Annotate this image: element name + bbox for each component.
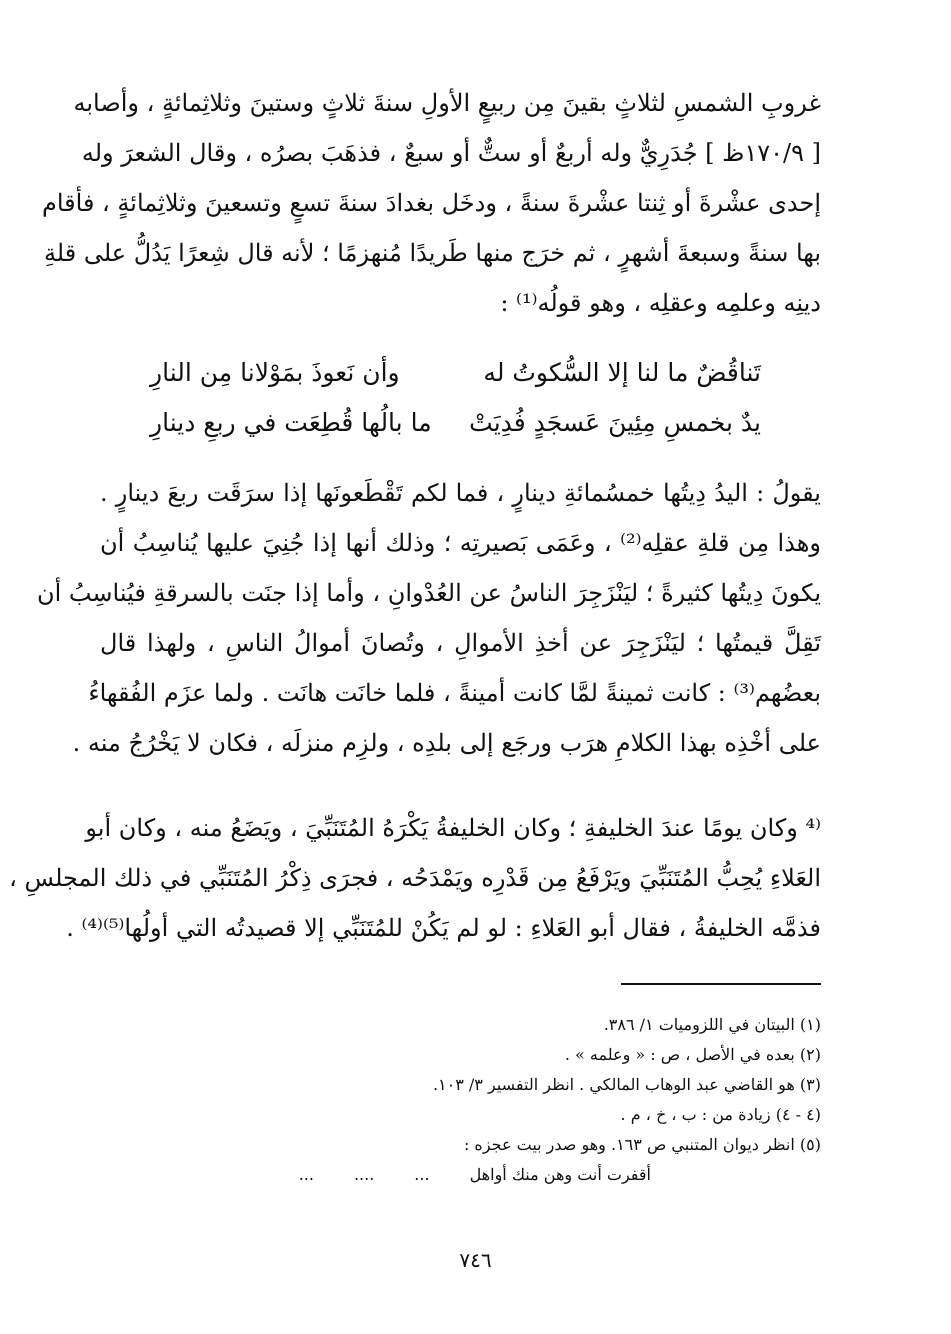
- text-line: يقولُ : اليدُ دِيتُها خمسُمائةِ دينارٍ ، فما لكم تَقْطَعونَها إذا سرَقَت ربعَ دينارٍ .: [100, 479, 821, 507]
- text-line: فذمَّه الخليفةُ ، فقال أبو العَلاءِ : لو لم يَكُنْ للمُتَنَبِّي إلا قصيدتُه التي أولُها⁽⁵⁾⁽⁴⁾ .: [66, 914, 821, 942]
- footnote: (٣) هو القاضي عبد الوهاب المالكي . انظر التفسير ٣/ ١٠٣.: [432, 1075, 821, 1094]
- text-line: وهذا مِن قلةِ عقلِه⁽²⁾ ، وعَمَى بَصيرتِه ؛ وذلك أنها إذا جُنِيَ عليها يُناسِبُ أن: [100, 529, 821, 557]
- verse: [150, 348, 761, 398]
- verse: [150, 398, 761, 448]
- text-line: [ ١٧٠/٩ظ ] جُدَرِيٌّ وله أربعٌ أو ستٌّ أو سبعٌ ، فذهَبَ بصرُه ، وقال الشعرَ وله: [81, 139, 821, 167]
- verse-second-hemistich: وأن نَعوذَ بمَوْلانا مِن النارِ: [150, 358, 400, 387]
- text-line: تَقِلَّ قيمتُها ؛ ليَنْزَجِرَ عن أخذِ الأموالِ ، وتُصانَ أموالُ الناسِ ، ولهذا قال: [100, 629, 821, 657]
- page-number: ٧٤٦: [459, 1248, 492, 1272]
- verse-second-hemistich: ما بالُها قُطِعَت في ربعِ دينارِ: [150, 408, 432, 437]
- footnote-separator: [621, 983, 821, 985]
- footnote: (٥) انظر ديوان المتنبي ص ١٦٣. وهو صدر بيت عجزه :: [463, 1135, 821, 1154]
- paragraph-2: [36, 468, 821, 768]
- footnote: (١) البيتان في اللزوميات ١/ ٣٨٦.: [603, 1015, 821, 1034]
- text-line: بعضُهم⁽³⁾ : كانت ثمينةً لمَّا كانت أمينةً ، فلما خانَت هانَت . ولما عزَم الفُقهاءُ: [88, 679, 821, 707]
- verse-first-hemistich: تَناقُضٌ ما لنا إلا السُّكوتُ له: [483, 358, 761, 387]
- verse-first-hemistich: يدٌ بخمسِ مِئِينَ عَسجَدٍ فُدِيَتْ: [469, 408, 761, 437]
- footnote-verse-hemistich: أقفرت أنت وهن منك أواهل: [469, 1165, 651, 1184]
- text-line: يكونَ دِيتُها كثيرةً ؛ ليَنْزَجِرَ الناسُ عن العُدْوانِ ، وأما إذا جنَت بالسرقةِ فيُناسِبُ أن: [36, 579, 821, 607]
- footnote: (٢) بعده في الأصل ، ص : « وعلمه » .: [564, 1045, 821, 1064]
- text-line: دينِه وعلمِه وعقلِه ، وهو قولُه⁽¹⁾ :: [500, 289, 821, 317]
- text-line: العَلاءِ يُحِبُّ المُتَنَبِّيَ ويَرْفَعُ مِن قَدْرِه ويَمْدَحُه ، فجرَى ذِكْرُ المُتَنَبِّي في ذلك المجلسِ ،: [9, 864, 821, 892]
- text-line: غروبِ الشمسِ لثلاثٍ بقينَ مِن ربيعٍ الأولِ سنةَ ثلاثٍ وستينَ وثلاثِمائةٍ ، وأصابه: [73, 89, 821, 117]
- paragraph-3: [9, 803, 821, 953]
- text-line: بها سنةً وسبعةَ أشهرٍ ، ثم خرَج منها طَريدًا مُنهزمًا ؛ لأنه قال شِعرًا يَدُلُّ على قلةِ: [43, 239, 821, 267]
- paragraph-1: [41, 78, 821, 328]
- text-line: إحدى عشْرةَ أو ثِنتا عشْرةَ سنةً ، ودخَل بغدادَ سنةَ تسعٍ وتسعينَ وثلاثِمائةٍ ، فأقام: [41, 189, 821, 217]
- footnote-verse: [150, 1160, 821, 1190]
- poem-verses: [150, 348, 761, 448]
- text-line: على أخْذِه بهذا الكلامِ هرَب ورجَع إلى بلدِه ، ولزِم منزلَه ، فكان لا يَخْرُجُ منه .: [72, 729, 821, 757]
- text-line: ⁽⁴ وكان يومًا عندَ الخليفةِ ؛ وكان الخليفةُ يَكْرَهُ المُتَنَبِّيَ ، ويَضَعُ منه ، وكان أبو: [85, 814, 821, 842]
- footnotes: [150, 1010, 821, 1190]
- footnote-verse-ellipsis: ....: [353, 1165, 375, 1184]
- footnote: (٤ - ٤) زيادة من : ب ، خ ، م .: [620, 1105, 821, 1124]
- footnote-verse-ellipsis: ...: [414, 1165, 430, 1184]
- footnote-verse-ellipsis: ...: [298, 1165, 314, 1184]
